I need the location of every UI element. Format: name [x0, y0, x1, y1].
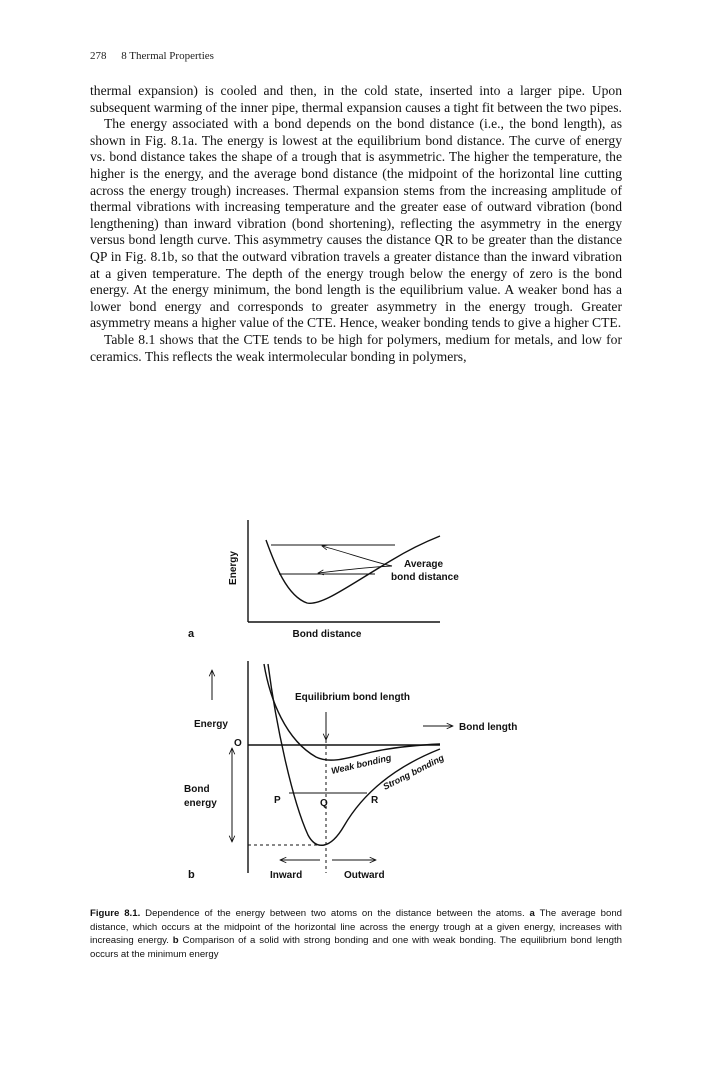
- panel-a: [188, 520, 459, 640]
- paragraph-1: thermal expansion) is cooled and then, in the cold state, inserted into a larger pipe. Upon subsequent warming of the inner pipe, thermal expansion causes a tight fit between the two pipes.: [90, 83, 622, 115]
- caption-part-a-letter: a: [529, 908, 535, 919]
- panel-b-outward-label: Outward: [344, 870, 385, 881]
- page-number: 278: [90, 50, 107, 62]
- panel-a-annotation-line1: Average: [404, 559, 444, 570]
- caption-intro: Dependence of the energy between two atoms on the distance between the atoms.: [140, 908, 530, 919]
- caption-part-a-text: The average bond distance, which occurs at the midpoint of the horizontal line across the energy trough at a given energy, increases with increasing energy.: [90, 908, 622, 947]
- caption-label: Figure 8.1.: [90, 908, 141, 919]
- caption-part-b-text: Comparison of a solid with strong bonding and one with weak bonding. The equilibrium bond length occurs at the minimum energy: [90, 935, 622, 960]
- panel-b-bond-length-label: Bond length: [459, 722, 518, 733]
- panel-a-annotation-line2: bond distance: [391, 572, 459, 583]
- caption-part-b-letter: b: [172, 935, 179, 947]
- panel-b-energy-label: Energy: [194, 719, 228, 730]
- panel-b-inward-label: Inward: [270, 870, 303, 881]
- paragraph-2: The energy associated with a bond depends on the bond distance (i.e., the bond length), as shown in Fig. 8.1a. The energy is lowest at the equilibrium bond distance. The curve of energy vs. bond distance takes the shape of a trough that is asymmetric. The higher the temperature, the higher is the energy, and the average bond distance (the midpoint of the horizontal line cutting across the energy trough) increases. Thermal expansion stems from the increasing amplitude of thermal vibrations with increasing temperature and the greater ease of outward vibration (bond lengthening) than inward vibration (bond shortening), reflecting the asymmetry in the energy versus bond length curve. This asymmetry causes the distance QR to be greater than the distance QP in Fig. 8.1b, so that the outward vibration travels a greater distance than the inward vibration at a given temperature. The depth of the energy trough below the energy of zero is the bond energy. At the energy minimum, the bond length is the equilibrium value. A weaker bond has a lower bond energy and corresponds to greater asymmetry in the energy trough. Greater asymmetry means a higher value of the CTE. Hence, weaker bonding tends to give a higher CTE.: [90, 116, 622, 331]
- figure-caption: [90, 907, 622, 961]
- panel-b-strong-bonding-label: Strong bonding: [381, 752, 446, 792]
- panel-b-bond-energy-label-line1: Bond: [184, 784, 210, 795]
- panel-a-x-label: Bond distance: [292, 629, 362, 640]
- panel-b-weak-bonding-curve: [264, 664, 440, 760]
- panel-b-point-o: O: [234, 738, 242, 749]
- panel-b-letter: b: [188, 869, 195, 881]
- panel-b-point-q: Q: [320, 798, 328, 809]
- panel-b-point-p: P: [274, 795, 281, 806]
- chapter-title: 8 Thermal Properties: [121, 50, 214, 62]
- panel-b: [184, 661, 517, 881]
- panel-b-equilibrium-label: Equilibrium bond length: [295, 692, 410, 703]
- panel-a-y-label: Energy: [228, 551, 239, 585]
- panel-b-point-r: R: [371, 795, 379, 806]
- panel-a-letter: a: [188, 628, 195, 640]
- panel-a-pointer-lower: [318, 566, 392, 573]
- paragraph-3: Table 8.1 shows that the CTE tends to be high for polymers, medium for metals, and low for ceramics. This reflects the weak intermolecular bonding in polymers,: [90, 331, 622, 364]
- panel-b-bond-energy-label-line2: energy: [184, 798, 217, 809]
- panel-b-weak-bonding-label: Weak bonding: [330, 752, 393, 776]
- panel-a-pointer-upper: [322, 546, 392, 566]
